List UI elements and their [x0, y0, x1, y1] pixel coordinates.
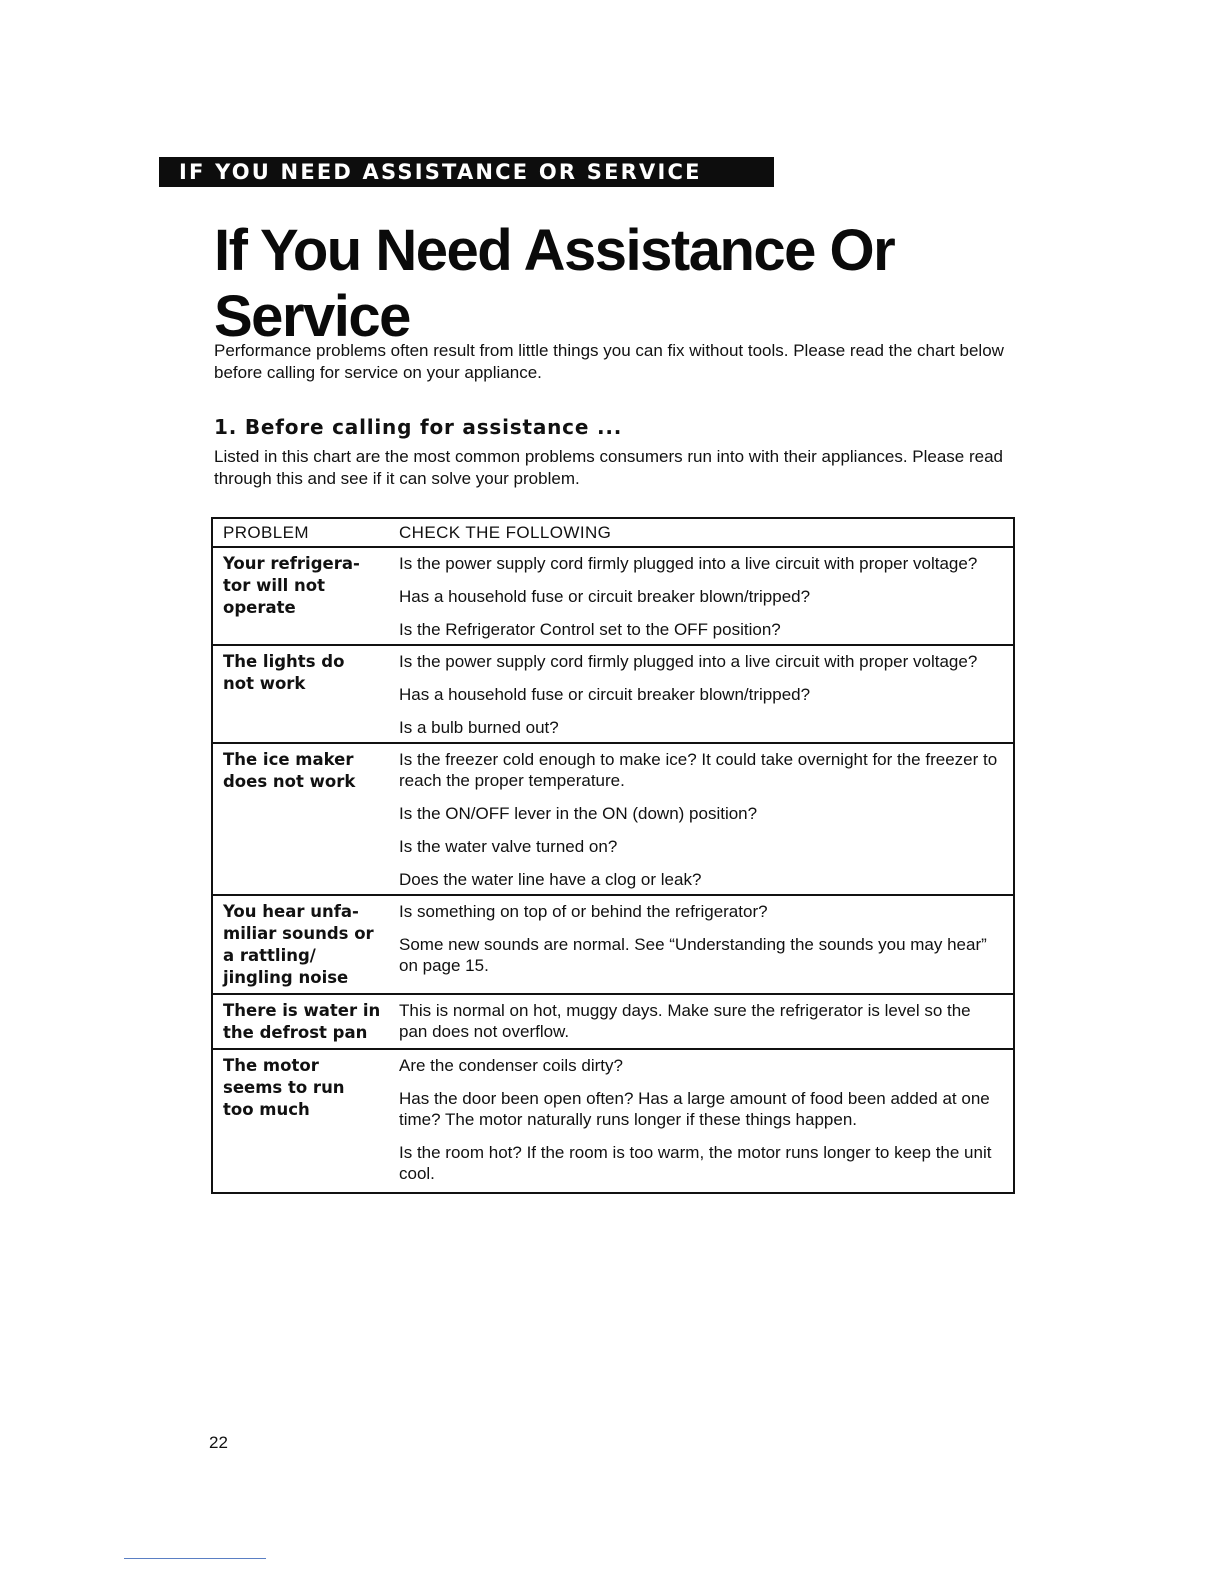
section-heading: 1. Before calling for assistance ...: [214, 415, 623, 439]
problem-cell: The motor seems to run too much: [223, 1056, 345, 1119]
page-number: 22: [209, 1433, 228, 1452]
table-header-row: [213, 519, 1013, 548]
page-title: If You Need Assistance Or Service: [214, 218, 895, 349]
footer-divider: [124, 1558, 266, 1559]
check-item: Is a bulb burned out?: [399, 718, 559, 737]
intro-paragraph: Performance problems often result from little things you can fix without tools. Please read the chart below before calling for service on your appliance.: [214, 341, 1004, 382]
check-item: Is the power supply cord firmly plugged into a live circuit with proper voltage?: [399, 652, 978, 671]
section-description: Listed in this chart are the most common problems consumers run into with their appliances. Please read through this and see if it can solve your problem.: [214, 447, 1003, 488]
check-item: Is the Refrigerator Control set to the OFF position?: [399, 620, 781, 639]
check-item: Is the ON/OFF lever in the ON (down) position?: [399, 804, 758, 823]
table-row: [213, 646, 1013, 744]
table-row: [213, 896, 1013, 995]
check-item: Is the water valve turned on?: [399, 837, 618, 856]
table-row: [213, 548, 1013, 646]
check-item: Are the condenser coils dirty?: [399, 1056, 623, 1075]
table-row: [213, 744, 1013, 896]
table-row: [213, 1050, 1013, 1192]
problem-cell: The ice maker does not work: [223, 750, 356, 791]
header-check: CHECK THE FOLLOWING: [399, 522, 612, 542]
problem-cell: Your refrigera- tor will not operate: [223, 554, 360, 617]
table-row: [213, 995, 1013, 1050]
problem-cell: There is water in the defrost pan: [223, 1001, 381, 1042]
check-item: Some new sounds are normal. See “Understanding the sounds you may hear” on page 15.: [399, 935, 987, 975]
check-item: Has a household fuse or circuit breaker blown/tripped?: [399, 685, 811, 704]
check-item: Has the door been open often? Has a large amount of food been added at one time? The motor naturally runs longer if these things happen.: [399, 1089, 990, 1129]
check-item: Is something on top of or behind the refrigerator?: [399, 902, 768, 921]
check-item: This is normal on hot, muggy days. Make sure the refrigerator is level so the pan does not overflow.: [399, 1001, 971, 1041]
check-item: Has a household fuse or circuit breaker blown/tripped?: [399, 587, 811, 606]
troubleshooting-table: [211, 517, 1015, 1194]
header-problem: PROBLEM: [223, 522, 309, 542]
check-item: Does the water line have a clog or leak?: [399, 870, 702, 889]
check-item: Is the freezer cold enough to make ice? It could take overnight for the freezer to reach the proper temperature.: [399, 750, 998, 790]
problem-cell: The lights do not work: [223, 652, 345, 693]
section-banner: IF YOU NEED ASSISTANCE OR SERVICE: [159, 157, 774, 187]
check-item: Is the room hot? If the room is too warm, the motor runs longer to keep the unit cool.: [399, 1143, 992, 1183]
problem-cell: You hear unfa- miliar sounds or a rattling/ jingling noise: [223, 902, 374, 987]
check-item: Is the power supply cord firmly plugged into a live circuit with proper voltage?: [399, 554, 978, 573]
